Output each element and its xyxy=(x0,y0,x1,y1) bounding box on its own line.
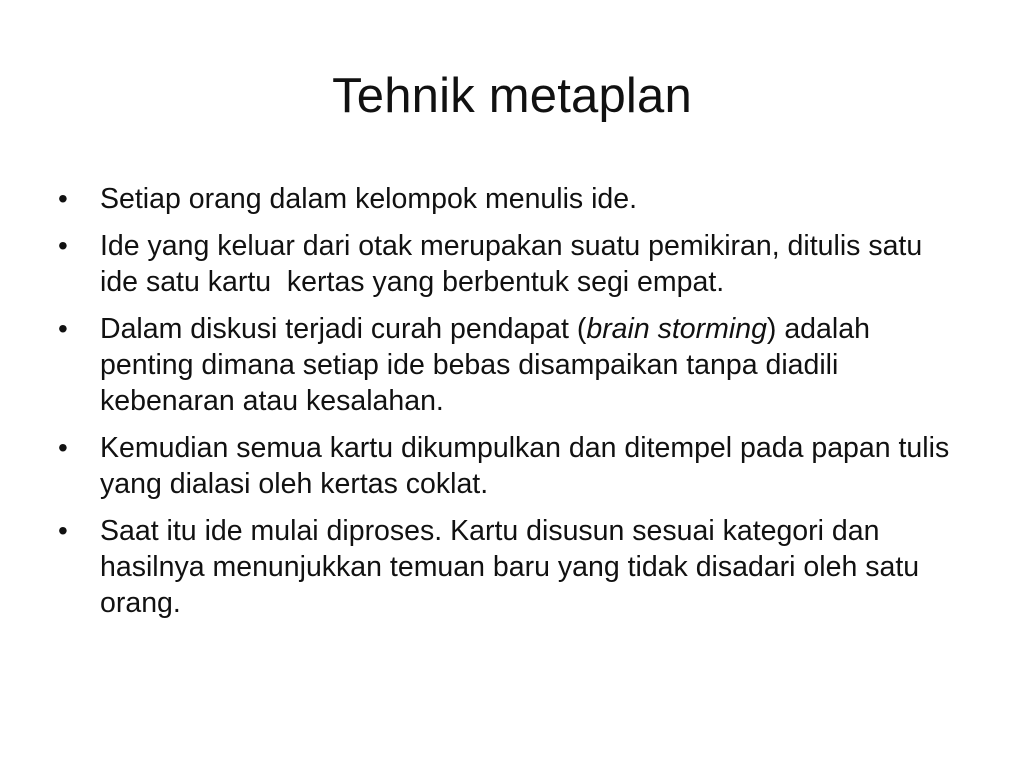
bullet-text: Kemudian semua kartu dikumpulkan dan ditempel pada papan tulis yang dialasi oleh kertas coklat. xyxy=(100,432,950,500)
bullet-list xyxy=(56,181,956,632)
bullet-item xyxy=(56,513,956,621)
bullet-text-before: Dalam diskusi terjadi curah pendapat ( xyxy=(100,313,587,345)
bullet-item xyxy=(56,181,956,217)
bullet-item xyxy=(56,311,956,419)
bullet-dot-icon: • xyxy=(58,230,68,261)
bullet-item xyxy=(56,430,956,502)
bullet-dot-icon: • xyxy=(58,313,68,344)
bullet-text: Setiap orang dalam kelompok menulis ide. xyxy=(100,183,638,215)
bullet-text: Ide yang keluar dari otak merupakan suatu pemikiran, ditulis satu ide satu kartu kertas yang berbentuk segi empat. xyxy=(100,230,931,298)
bullet-text-italic: brain storming xyxy=(586,313,767,345)
slide-title: Tehnik metaplan xyxy=(332,69,692,123)
bullet-text-after: ) adalah penting dimana setiap ide bebas disampaikan tanpa diadili kebenaran atau kesalahan. xyxy=(100,313,870,417)
bullet-text: Saat itu ide mulai diproses. Kartu disusun sesuai kategori dan hasilnya menunjukkan temuan baru yang tidak disadari oleh satu orang. xyxy=(100,515,920,619)
bullet-item xyxy=(56,228,956,300)
bullet-dot-icon: • xyxy=(58,515,68,546)
bullet-dot-icon: • xyxy=(58,432,68,463)
bullet-dot-icon: • xyxy=(58,183,68,214)
